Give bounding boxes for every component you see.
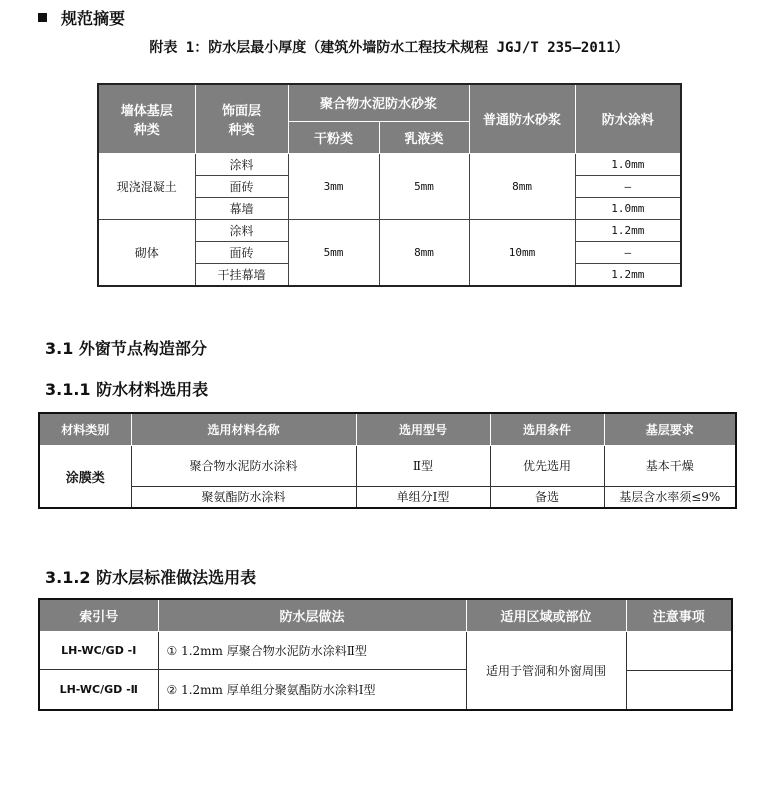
header-area: 适用区域或部位 xyxy=(466,599,626,631)
section-3-1-1-heading: 3.1.1 防水材料选用表 xyxy=(45,380,209,399)
standard-method-table xyxy=(38,598,733,711)
header-model: 选用型号 xyxy=(356,413,490,445)
header-coating: 防水涂料 xyxy=(575,84,681,153)
base-masonry: 砌体 xyxy=(98,219,195,286)
summary-heading-text: 规范摘要 xyxy=(61,9,126,28)
category-coating-film: 涂膜类 xyxy=(39,445,131,508)
emulsion-value: 5mm xyxy=(379,153,469,219)
notes-cell-bottom xyxy=(627,671,732,709)
material-selection-table xyxy=(38,412,737,509)
header-category: 材料类别 xyxy=(39,413,131,445)
material-name: 聚合物水泥防水涂料 xyxy=(131,445,356,486)
material-condition: 优先选用 xyxy=(490,445,604,486)
material-name: 聚氨酯防水涂料 xyxy=(131,486,356,508)
finish-cell: 干挂幕墙 xyxy=(195,263,288,285)
finish-cell: 涂料 xyxy=(195,153,288,175)
plain-mortar-value: 10mm xyxy=(469,219,575,286)
base-cast-concrete: 现浇混凝土 xyxy=(98,153,195,219)
header-notes: 注意事项 xyxy=(626,599,732,631)
material-model: 单组分Ⅰ型 xyxy=(356,486,490,508)
finish-cell: 涂料 xyxy=(195,219,288,241)
material-base-requirement: 基本干燥 xyxy=(604,445,736,486)
emulsion-value: 8mm xyxy=(379,219,469,286)
header-dry-powder: 干粉类 xyxy=(288,121,379,153)
applicable-area: 适用于管洞和外窗周围 xyxy=(466,631,626,710)
summary-heading xyxy=(38,6,125,29)
header-plain-mortar: 普通防水砂浆 xyxy=(469,84,575,153)
method-text: ① 1.2mm 厚聚合物水泥防水涂料Ⅱ型 xyxy=(158,631,466,669)
notes-cell-top xyxy=(627,632,732,671)
coating-value: 1.2mm xyxy=(611,223,645,237)
square-bullet-icon xyxy=(38,13,47,22)
section-3-1-heading: 3.1 外窗节点构造部分 xyxy=(45,339,207,358)
header-index: 索引号 xyxy=(39,599,158,631)
header-emulsion: 乳液类 xyxy=(379,121,469,153)
coating-value: 1.0mm xyxy=(611,201,645,215)
index-number: LH-WC/GD -Ⅰ xyxy=(39,631,158,669)
header-material-name: 选用材料名称 xyxy=(131,413,356,445)
header-base: 墙体基层种类 xyxy=(98,84,195,153)
section-3-1-2-heading: 3.1.2 防水层标准做法选用表 xyxy=(45,568,257,587)
header-polymer-mortar: 聚合物水泥防水砂浆 xyxy=(288,84,469,121)
method-text: ② 1.2mm 厚单组分聚氨酯防水涂料Ⅰ型 xyxy=(158,669,466,709)
plain-mortar-value: 8mm xyxy=(469,153,575,219)
header-base-requirement: 基层要求 xyxy=(604,413,736,445)
finish-cell: 面砖 xyxy=(195,175,288,197)
header-method: 防水层做法 xyxy=(158,599,466,631)
min-thickness-table xyxy=(97,83,682,287)
table1-caption: 附表 1：防水层最小厚度（建筑外墙防水工程技术规程 JGJ/T 235—2011） xyxy=(149,40,629,56)
header-condition: 选用条件 xyxy=(490,413,604,445)
dry-powder-value: 5mm xyxy=(288,219,379,286)
coating-value: — xyxy=(576,175,681,198)
finish-cell: 幕墙 xyxy=(195,197,288,219)
notes-cell xyxy=(626,631,732,710)
material-condition: 备选 xyxy=(490,486,604,508)
dry-powder-value: 3mm xyxy=(288,153,379,219)
index-number: LH-WC/GD -Ⅱ xyxy=(39,669,158,709)
finish-cell: 面砖 xyxy=(195,241,288,263)
coating-value: 1.0mm xyxy=(611,157,645,171)
material-base-requirement: 基层含水率须≤9% xyxy=(604,486,736,508)
coating-value: 1.2mm xyxy=(611,267,645,281)
header-finish: 饰面层种类 xyxy=(195,84,288,153)
coating-value: — xyxy=(576,241,681,264)
material-model: Ⅱ型 xyxy=(356,445,490,486)
coating-values xyxy=(575,153,681,219)
coating-values xyxy=(575,219,681,286)
